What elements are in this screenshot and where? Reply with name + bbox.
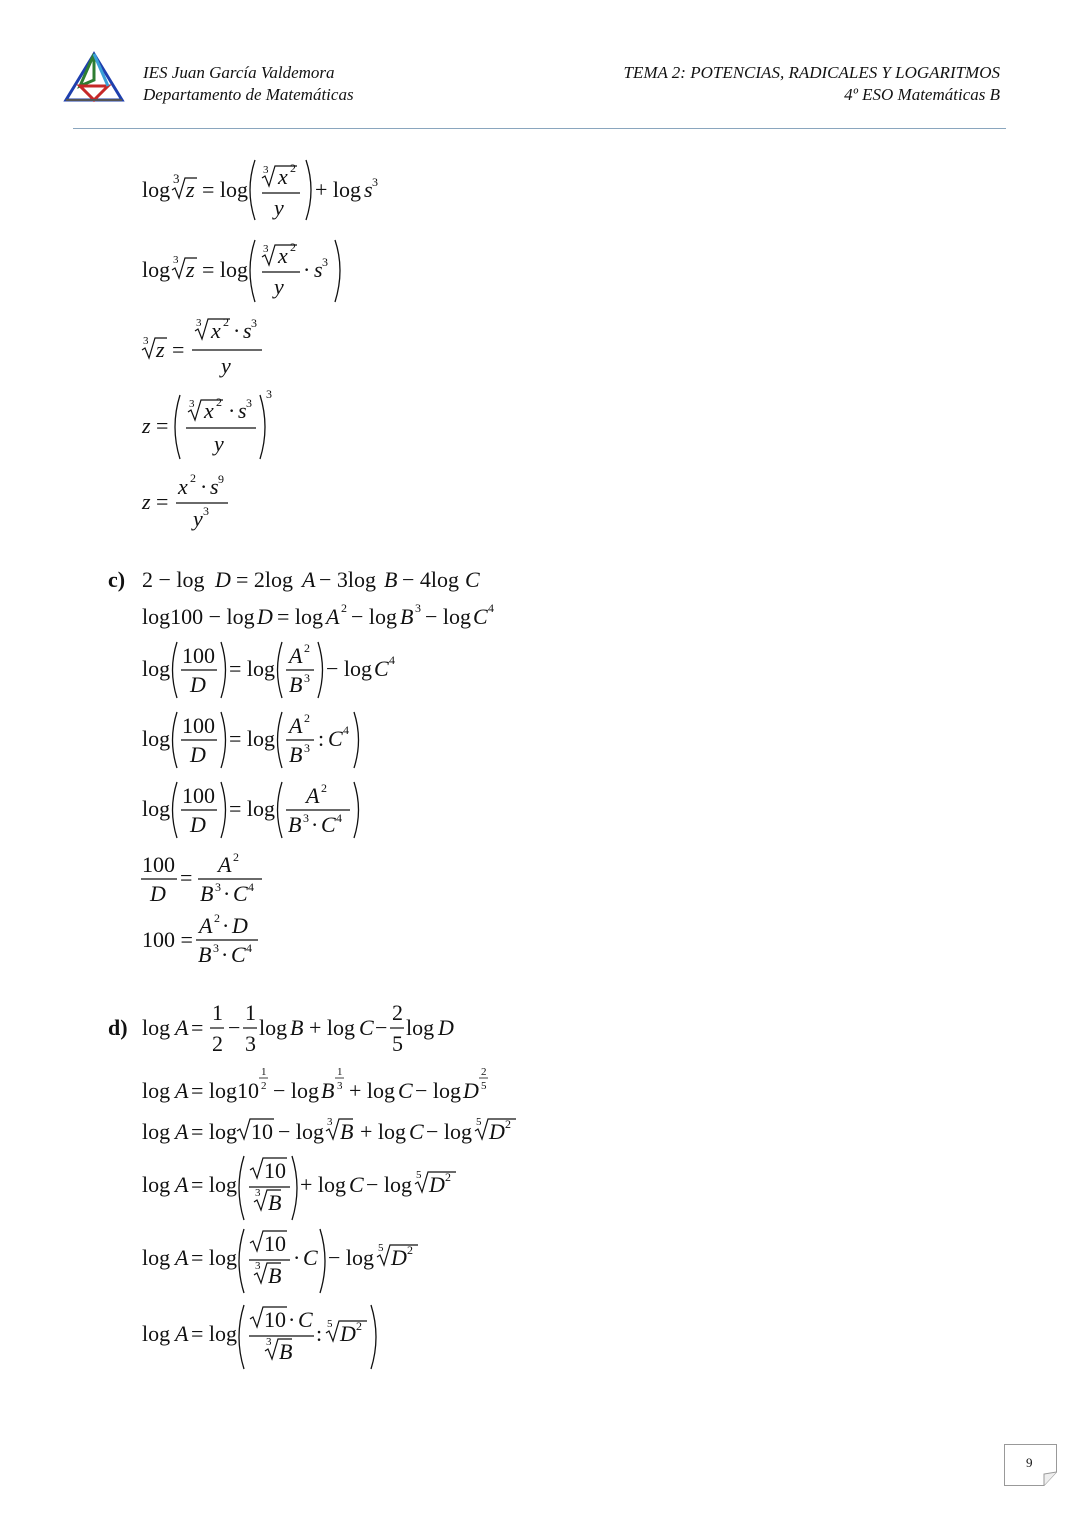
svg-text:z: z [156, 337, 165, 362]
svg-text:4: 4 [343, 723, 349, 737]
svg-text:= log: = log [229, 796, 276, 821]
svg-text:3: 3 [304, 741, 310, 755]
svg-text:10: 10 [264, 1158, 286, 1183]
svg-text:2: 2 [341, 601, 347, 615]
svg-text:3: 3 [372, 175, 378, 189]
svg-text:A: A [175, 1245, 189, 1270]
svg-text:5: 5 [416, 1169, 422, 1181]
svg-text:·: · [303, 257, 311, 282]
svg-text:− log: − log [366, 1172, 413, 1197]
svg-text:2 − log: 2 − log [142, 567, 205, 592]
label-c: c) [108, 567, 126, 592]
svg-text:− log: − log [426, 1119, 473, 1144]
svg-text:log100 − log: log100 − log [142, 604, 255, 629]
svg-text:5: 5 [481, 1080, 487, 1092]
label-d: d) [108, 1015, 128, 1040]
svg-text:A: A [218, 852, 232, 877]
svg-text:=: = [180, 865, 193, 890]
svg-text:D: D [429, 1172, 445, 1197]
svg-text:·: · [233, 318, 241, 343]
svg-text:+ log: + log [360, 1119, 407, 1144]
equation-d1 [142, 1000, 454, 1056]
svg-text:3: 3 [266, 387, 272, 401]
svg-text:log: log [142, 1078, 171, 1103]
svg-text:·: · [228, 398, 236, 423]
svg-text:1: 1 [337, 1066, 343, 1078]
svg-text:100: 100 [182, 713, 215, 738]
equation-c7 [142, 911, 258, 967]
equation-c4 [142, 711, 359, 768]
svg-text:100 =: 100 = [142, 927, 193, 952]
svg-text:4: 4 [336, 811, 342, 825]
svg-text:1: 1 [245, 1000, 256, 1025]
svg-text:4: 4 [389, 653, 395, 667]
svg-text:3: 3 [327, 1116, 333, 1128]
svg-text:x: x [278, 243, 288, 268]
svg-text:5: 5 [392, 1031, 403, 1056]
equation-d6 [142, 1305, 376, 1369]
svg-text:log: log [142, 257, 171, 282]
svg-text:= log: = log [191, 1321, 238, 1346]
svg-text:4: 4 [488, 601, 494, 615]
svg-text:log: log [259, 1015, 288, 1040]
equation-c2 [142, 601, 494, 629]
svg-text:100: 100 [182, 783, 215, 808]
svg-text:2: 2 [481, 1066, 487, 1078]
svg-text:x: x [204, 398, 214, 423]
svg-text:3: 3 [173, 254, 179, 266]
svg-text:− log: − log [425, 604, 472, 629]
svg-text:D: D [257, 604, 273, 629]
svg-text:2: 2 [304, 711, 310, 725]
svg-text:C: C [473, 604, 488, 629]
svg-text:log: log [142, 1119, 171, 1144]
svg-text:y: y [274, 274, 284, 299]
svg-text:log: log [142, 656, 171, 681]
svg-text:y: y [221, 353, 231, 378]
svg-text:·: · [288, 1307, 296, 1332]
svg-text:−: − [375, 1015, 388, 1040]
svg-text:+ log: + log [300, 1172, 347, 1197]
svg-text:log: log [142, 1321, 171, 1346]
svg-text:−: − [228, 1015, 241, 1040]
svg-text:= log: = log [229, 656, 276, 681]
svg-text:3: 3 [415, 601, 421, 615]
equation-d2 [142, 1066, 488, 1103]
svg-text:A: A [326, 604, 340, 629]
svg-text:= log: = log [202, 177, 249, 202]
svg-text:3: 3 [337, 1080, 343, 1092]
svg-text:B: B [268, 1190, 282, 1215]
svg-text:=: = [156, 413, 169, 438]
equation-c6 [141, 850, 262, 906]
svg-text:2: 2 [190, 471, 196, 485]
svg-text:y: y [214, 431, 224, 456]
svg-text:2: 2 [261, 1080, 267, 1092]
svg-text:3: 3 [173, 171, 180, 186]
svg-text:x: x [178, 474, 188, 499]
svg-text:3: 3 [322, 255, 328, 269]
page-number-box [1004, 1444, 1057, 1486]
svg-text:2: 2 [290, 240, 296, 254]
equation-c5 [142, 781, 359, 838]
equation-b5 [141, 471, 228, 531]
svg-text:y: y [193, 506, 203, 531]
svg-text:3: 3 [246, 396, 252, 410]
svg-text:+ log: + log [309, 1015, 356, 1040]
svg-text:B: B [289, 742, 303, 767]
svg-text:3: 3 [189, 398, 195, 410]
equation-b3 [142, 315, 262, 378]
svg-text:− 3log: − 3log [319, 567, 377, 592]
svg-text:D: D [489, 1119, 505, 1144]
svg-text:log: log [406, 1015, 435, 1040]
svg-text:3: 3 [213, 941, 219, 955]
svg-text:B: B [289, 672, 303, 697]
svg-text:2: 2 [223, 315, 229, 329]
svg-text:B: B [279, 1339, 293, 1364]
svg-text:·: · [293, 1245, 301, 1270]
svg-text:B: B [340, 1119, 354, 1144]
svg-text:·: · [311, 812, 319, 837]
svg-text:A: A [289, 713, 303, 738]
svg-text:D: D [190, 812, 206, 837]
svg-text:C: C [328, 726, 343, 751]
svg-text:·: · [200, 474, 208, 499]
svg-text:− log: − log [278, 1119, 325, 1144]
svg-text:log: log [142, 1172, 171, 1197]
svg-text:3: 3 [263, 243, 269, 255]
svg-text:=: = [156, 489, 169, 514]
course-name: 4º ESO Matemáticas B [844, 85, 1000, 104]
equation-c1 [142, 567, 480, 592]
svg-text:3: 3 [255, 1260, 261, 1272]
svg-text:D: D [190, 672, 206, 697]
svg-text:2: 2 [290, 161, 296, 175]
svg-text:3: 3 [215, 880, 221, 894]
svg-text:3: 3 [196, 317, 202, 329]
svg-text:− log: − log [351, 604, 398, 629]
svg-text:3: 3 [266, 1336, 272, 1348]
svg-text:100: 100 [182, 643, 215, 668]
svg-text:3: 3 [143, 335, 149, 347]
svg-text:C: C [303, 1245, 318, 1270]
svg-text:C: C [349, 1172, 364, 1197]
svg-text:A: A [199, 913, 213, 938]
svg-text:3: 3 [251, 316, 257, 330]
svg-text:s: s [314, 257, 323, 282]
svg-text:= log: = log [191, 1245, 238, 1270]
svg-text:4: 4 [246, 941, 252, 955]
svg-text:2: 2 [392, 1000, 403, 1025]
svg-text:s: s [243, 318, 252, 343]
svg-text:5: 5 [327, 1318, 333, 1330]
equation-b2 [142, 240, 340, 302]
svg-text:z: z [186, 177, 195, 202]
svg-text:C: C [231, 942, 246, 967]
svg-text:+ log: + log [315, 177, 362, 202]
svg-text:x: x [278, 164, 288, 189]
svg-text:log: log [142, 726, 171, 751]
svg-text:C: C [465, 567, 480, 592]
svg-text:A: A [175, 1015, 189, 1040]
svg-text:C: C [409, 1119, 424, 1144]
svg-text:A: A [175, 1119, 189, 1144]
svg-text:z: z [142, 413, 151, 438]
svg-text:+ log: + log [349, 1078, 396, 1103]
svg-text::: : [318, 726, 325, 751]
equation-d5 [142, 1229, 418, 1293]
svg-text:B: B [198, 942, 212, 967]
svg-text:2: 2 [407, 1243, 413, 1257]
svg-text:D: D [190, 742, 206, 767]
svg-text:2: 2 [216, 395, 222, 409]
svg-text:D: D [215, 567, 231, 592]
svg-text:= log: = log [191, 1172, 238, 1197]
school-name: IES Juan García Valdemora [143, 63, 335, 82]
svg-text:B: B [200, 881, 214, 906]
svg-text:3: 3 [263, 164, 269, 176]
svg-text:x: x [211, 318, 221, 343]
svg-text:2: 2 [233, 850, 239, 864]
svg-text:log: log [142, 177, 171, 202]
svg-text:A: A [289, 643, 303, 668]
svg-text:= log: = log [191, 1119, 238, 1144]
svg-text:− log: − log [326, 656, 373, 681]
svg-text:A: A [175, 1321, 189, 1346]
svg-text:= log: = log [202, 257, 249, 282]
svg-text:5: 5 [378, 1242, 384, 1254]
svg-text:C: C [321, 812, 336, 837]
svg-text:B: B [290, 1015, 304, 1040]
svg-text:A: A [306, 783, 320, 808]
svg-text:z: z [142, 489, 151, 514]
svg-text:log: log [142, 796, 171, 821]
svg-text:1: 1 [261, 1066, 267, 1078]
svg-text:2: 2 [212, 1031, 223, 1056]
svg-text:− log: − log [328, 1245, 375, 1270]
svg-text:A: A [175, 1078, 189, 1103]
svg-text:− log: − log [415, 1078, 462, 1103]
svg-text:= 2log: = 2log [236, 567, 294, 592]
svg-text::: : [316, 1321, 323, 1346]
svg-text:B: B [400, 604, 414, 629]
page-number: 9 [1026, 1455, 1033, 1470]
svg-text:=: = [172, 337, 185, 362]
svg-text:− log: − log [273, 1078, 320, 1103]
svg-text:D: D [340, 1321, 356, 1346]
svg-text:C: C [398, 1078, 413, 1103]
svg-text:=: = [191, 1015, 204, 1040]
svg-text:3: 3 [303, 811, 309, 825]
svg-text:·: · [223, 881, 231, 906]
svg-text:B: B [268, 1263, 282, 1288]
svg-text:A: A [302, 567, 316, 592]
svg-text:D: D [463, 1078, 479, 1103]
svg-text:C: C [233, 881, 248, 906]
svg-text:3: 3 [304, 671, 310, 685]
svg-text:3: 3 [255, 1187, 261, 1199]
svg-text:s: s [364, 177, 373, 202]
svg-text:= log10: = log10 [191, 1078, 260, 1103]
svg-text:3: 3 [245, 1031, 256, 1056]
svg-text:C: C [359, 1015, 374, 1040]
svg-text:s: s [238, 398, 247, 423]
svg-text:3: 3 [203, 504, 209, 518]
svg-text:10: 10 [264, 1231, 286, 1256]
svg-text:B: B [321, 1078, 335, 1103]
svg-text:B: B [384, 567, 398, 592]
svg-text:log: log [142, 1245, 171, 1270]
equation-d4 [142, 1156, 456, 1220]
equation-d3 [142, 1116, 516, 1144]
svg-text:100: 100 [142, 852, 175, 877]
svg-text:C: C [374, 656, 389, 681]
svg-text:y: y [274, 195, 284, 220]
svg-text:s: s [210, 474, 219, 499]
equation-b1 [142, 160, 378, 220]
svg-text:A: A [175, 1172, 189, 1197]
svg-text:= log: = log [229, 726, 276, 751]
svg-text:D: D [438, 1015, 454, 1040]
svg-text:− 4log: − 4log [402, 567, 460, 592]
svg-text:·: · [221, 942, 229, 967]
department-name: Departamento de Matemáticas [143, 85, 354, 104]
svg-text:5: 5 [476, 1116, 482, 1128]
svg-text:log: log [142, 1015, 171, 1040]
topic-title: TEMA 2: POTENCIAS, RADICALES Y LOGARITMOS [623, 63, 1000, 82]
svg-text:2: 2 [505, 1117, 511, 1131]
svg-text:9: 9 [218, 472, 224, 486]
svg-text:10: 10 [251, 1119, 273, 1144]
svg-text:C: C [298, 1307, 313, 1332]
svg-text:2: 2 [304, 641, 310, 655]
svg-text:= log: = log [277, 604, 324, 629]
svg-text:10: 10 [264, 1307, 286, 1332]
equation-c3 [142, 641, 395, 698]
equation-b4 [141, 387, 272, 459]
svg-text:D: D [391, 1245, 407, 1270]
svg-text:D: D [150, 881, 166, 906]
svg-text:2: 2 [356, 1319, 362, 1333]
svg-text:4: 4 [248, 880, 254, 894]
svg-text:z: z [186, 257, 195, 282]
svg-text:D: D [232, 913, 248, 938]
svg-text:2: 2 [445, 1170, 451, 1184]
svg-text:2: 2 [214, 911, 220, 925]
svg-text:·: · [222, 913, 230, 938]
svg-text:B: B [288, 812, 302, 837]
svg-text:2: 2 [321, 781, 327, 795]
svg-text:1: 1 [212, 1000, 223, 1025]
